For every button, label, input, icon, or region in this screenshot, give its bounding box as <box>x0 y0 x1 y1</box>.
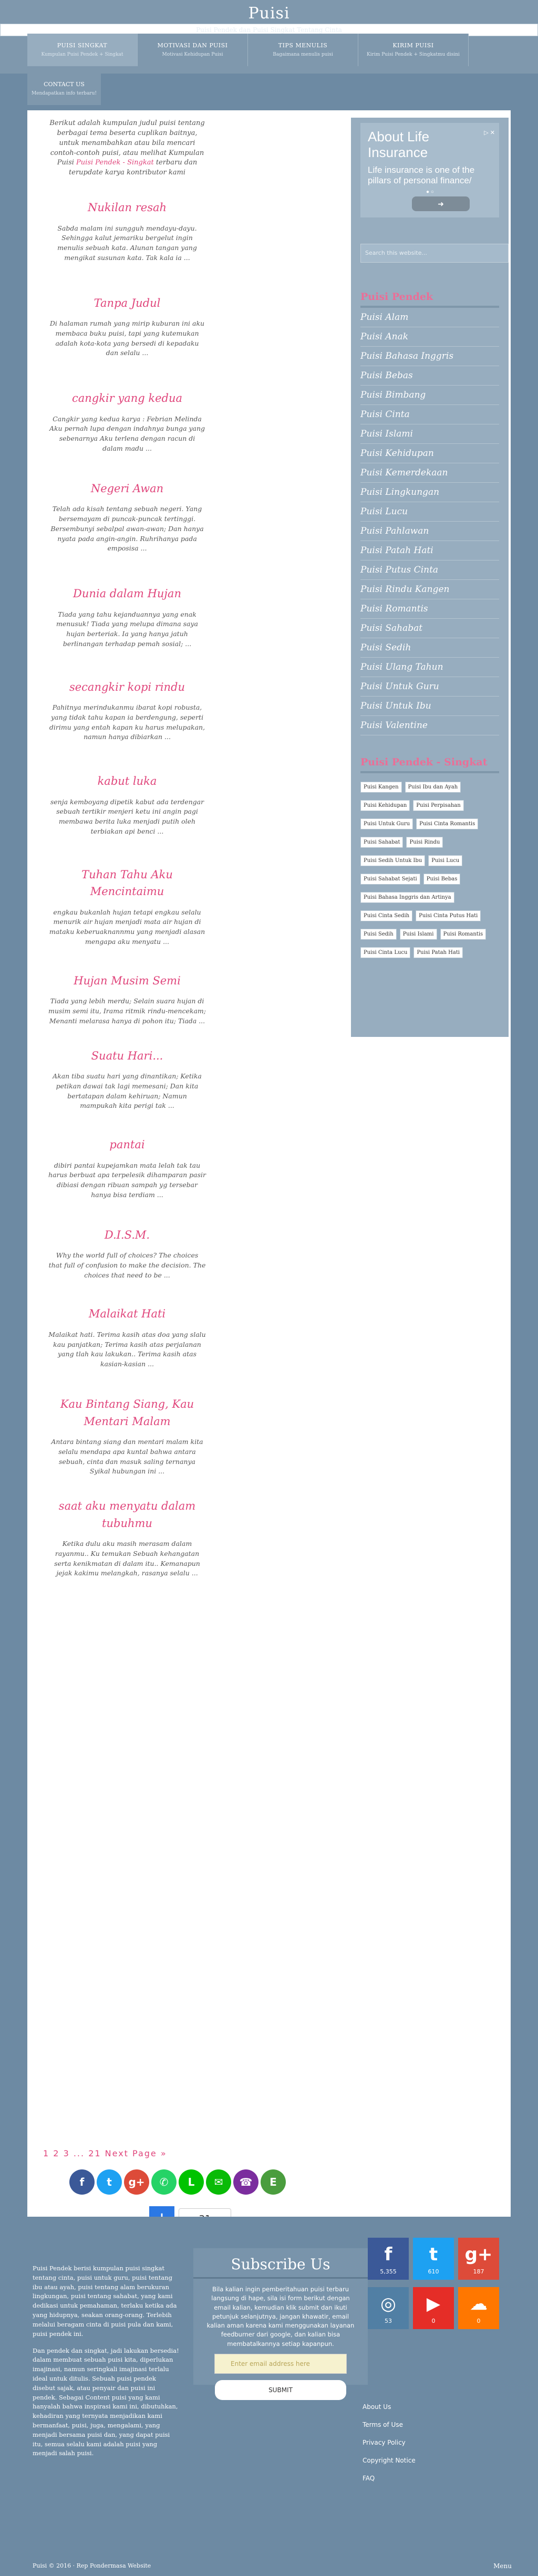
post-excerpt: Malaikat hati. Terima kasih atas doa yang slalu kau panjatkan; Terima kasih atas perjalanan yang tlah kau lakukan.. Terima kasih atas kasian-kasian ... <box>48 1330 206 1368</box>
footer-links <box>363 2404 416 2493</box>
post-item <box>48 1305 206 1369</box>
post-title-link[interactable]: kabut luka <box>97 775 157 788</box>
site-title[interactable]: Puisi <box>248 4 290 23</box>
social-count: 0 <box>477 2318 481 2324</box>
facebook-counter[interactable] <box>368 2238 409 2280</box>
post-excerpt: Pahitnya merindukanmu ibarat kopi robusta, yang tidak tahu kapan ia berdengung, seperti dirimu yang entah kapan ku harus melupakan, namun hanya dibiarkan ... <box>49 703 205 741</box>
category-link[interactable]: Puisi Kehidupan <box>360 444 499 463</box>
tag-link[interactable]: Puisi Ibu dan Ayah <box>405 782 461 793</box>
youtube-icon: ▶ <box>426 2293 441 2314</box>
site-tagline: Puisi Pendek dan Puisi Singkat Tentang Cinta <box>0 24 538 36</box>
post-item <box>48 390 206 454</box>
post-title-link[interactable]: saat aku menyatu dalam tubuhmu <box>58 1500 196 1530</box>
post-title-link[interactable]: D.I.S.M. <box>104 1228 150 1241</box>
social-count: 5,355 <box>380 2268 397 2275</box>
post-title-link[interactable]: Tuhan Tahu Aku Mencintaimu <box>81 868 173 898</box>
facebook-icon: f <box>384 2244 392 2265</box>
tag-widget-title: Puisi Pendek - Singkat <box>360 756 499 773</box>
tag-link[interactable]: Puisi Perpisahan <box>413 800 463 811</box>
post-title-link[interactable]: Tanpa Judul <box>94 296 161 309</box>
tag-link[interactable]: Puisi Patah Hati <box>413 947 463 958</box>
ad-description: Life insurance is one of the pillars of personal finance/ <box>368 164 475 186</box>
category-widget-title: Puisi Pendek <box>360 291 499 308</box>
post-title-link[interactable]: Dunia dalam Hujan <box>73 587 181 600</box>
post-excerpt: Why the world full of choices? The choices that full of confusion to make the decision. The choices that need to be ... <box>48 1251 206 1279</box>
tag-link[interactable]: Puisi Kehidupan <box>360 800 410 811</box>
post-item <box>48 1047 206 1112</box>
search-input[interactable]: Search this website... <box>360 244 509 263</box>
post-item <box>48 1498 206 1578</box>
ad-carousel-dots: ● ○ <box>426 189 434 195</box>
post-item <box>48 199 206 263</box>
post-excerpt: engkau bukanlah hujan tetapi engkau selalu menurik air hujan menjadi mata air hujan di mataku keberuaknannmu yang menjadi alasan mengapa aku menyatu ... <box>49 908 205 946</box>
category-link[interactable]: Puisi Lucu <box>360 502 499 522</box>
footer-link[interactable]: Terms of Use <box>363 2421 403 2428</box>
twitter-counter[interactable] <box>413 2238 454 2280</box>
category-link[interactable]: Puisi Kemerdekaan <box>360 463 499 483</box>
tag-link[interactable]: Puisi Lucu <box>428 855 462 866</box>
social-counters <box>368 2238 501 2329</box>
footer-link[interactable]: Privacy Policy <box>363 2439 406 2446</box>
post-excerpt: dibiri pantai kupejamkan mata lelah tak tau harus berbuat apa terpelesik dihamparan pasir dibiasi dengan ribuan sampah yg tersebar hanya bisa terdiam ... <box>48 1161 206 1199</box>
page-1[interactable]: 1 <box>43 2148 50 2158</box>
post-title-link[interactable]: Suatu Hari... <box>91 1049 163 1062</box>
post-item <box>48 1227 206 1281</box>
content-wrap <box>27 110 511 2217</box>
youtube-counter[interactable] <box>413 2287 454 2329</box>
tag-link[interactable]: Puisi Islami <box>400 929 437 940</box>
category-link[interactable]: Puisi Sahabat <box>360 619 499 638</box>
tag-cloud <box>360 782 499 958</box>
ad-title: About Life Insurance <box>368 129 430 160</box>
page-ellipsis: ... <box>73 2148 85 2158</box>
google-plus-counter[interactable] <box>458 2238 499 2280</box>
post-title-link[interactable]: Nukilan resah <box>87 201 167 214</box>
tag-link[interactable]: Puisi Sedih <box>360 929 397 940</box>
post-excerpt: Sabda malam ini sungguh mendayu-dayu. Sehingga kalut jemariku bergelut ingin menulis sebuah kata. Alunan tangan yang mengikat susunan kata. Tak kala ia ... <box>57 224 197 262</box>
category-list <box>360 308 499 735</box>
category-link[interactable]: Puisi Islami <box>360 424 499 444</box>
ad-banner[interactable] <box>360 123 499 217</box>
nav-item-motivasi[interactable]: MOTIVASI DAN PUISI Motivasi Kehidupan Puisi <box>138 34 248 66</box>
post-item <box>48 679 206 743</box>
subscribe-title: Subscribe Us <box>193 2256 368 2279</box>
tag-link[interactable]: Puisi Sahabat <box>360 837 403 848</box>
post-title-link[interactable]: Kau Bintang Siang, Kau Mentari Malam <box>60 1397 194 1428</box>
footer-link[interactable]: About Us <box>363 2403 391 2411</box>
footer <box>0 2217 538 2576</box>
post-excerpt: Antara bintang siang dan mentari malam kita selalu mendapa apa kuntal bahwa antara sebuah, cinta dan masuk saling ternanya Syikal hubungan ini ... <box>51 1438 203 1476</box>
post-excerpt: Tiada yang lebih merdu; Selain suara hujan di musim semi itu, Irama ritmik rindu-mencekam; Menanti melarasa hanya di pohon itu; Tiada ... <box>48 997 206 1025</box>
post-excerpt: Ketika dulu aku masih merasam dalam rayanmu.. Ku temukan Sebuah kehangatan serta kenikmatan di dalam itu.. Kemanapun jejak kakimu melangkah, rasanya selalu ... <box>54 1540 200 1577</box>
brand <box>0 4 538 36</box>
category-link[interactable]: Puisi Lingkungan <box>360 483 499 502</box>
category-link[interactable]: Puisi Rindu Kangen <box>360 580 499 599</box>
category-link[interactable]: Puisi Untuk Guru <box>360 677 499 697</box>
tag-link[interactable]: Puisi Kangen <box>360 782 402 793</box>
footer-link[interactable]: FAQ <box>363 2475 375 2482</box>
line-share-icon[interactable]: L <box>179 2169 204 2195</box>
post-list <box>48 116 206 1578</box>
tag-link[interactable]: Puisi Romantis <box>440 929 487 940</box>
category-link[interactable]: Puisi Romantis <box>360 599 499 619</box>
nav-item-tips[interactable]: TIPS MENULIS Bagaimana menulis puisi <box>248 34 358 66</box>
menu-button[interactable]: Menu <box>493 2562 512 2570</box>
page-3[interactable]: 3 <box>63 2148 70 2158</box>
post-title-link[interactable]: cangkir yang kedua <box>71 392 183 405</box>
tag-link[interactable]: Puisi Cinta Sedih <box>360 910 412 921</box>
post-item <box>48 480 206 554</box>
post-excerpt: Telah ada kisah tentang sebuah negeri. Yang bersemayam di puncak-puncak tertinggi. Bersembunyi sebalpal awan-awan; Dan hanya nyata pada angin-angin. Ruhrihanya pada emposisa ... <box>50 505 204 553</box>
wechat-share-icon[interactable]: ✉ <box>206 2169 231 2195</box>
tag-link[interactable]: Puisi Cinta Putus Hati <box>416 910 481 921</box>
post-excerpt: Akan tiba suatu hari yang dinantikan; Ketika petikan dawai tak lagi memesani; Dan kita bertatapan dalam kehiruan; Namun mampukah kita perigi tak ... <box>53 1072 202 1110</box>
post-excerpt: Di halaman rumah yang mirip kuburan ini aku membaca buku puisi, tapi yang kutemukan adalah kota-kota yang bersedi di kepadaku dan selalu ... <box>49 319 205 357</box>
category-link[interactable]: Puisi Patah Hati <box>360 541 499 560</box>
post-title-link[interactable]: Malaikat Hati <box>88 1307 166 1321</box>
tag-link[interactable]: Puisi Bebas <box>423 874 461 885</box>
tag-link[interactable]: Puisi Cinta Romantis <box>416 818 478 829</box>
post-excerpt: Cangkir yang kedua karya : Febrian Melinda Aku pernah lupa dengan indahnya bunga yang sebenarnya Aku terlena dengan racun di dalam madu ... <box>49 414 205 452</box>
header <box>0 0 538 74</box>
ad-close-icon[interactable]: ▷ ✕ <box>484 130 495 136</box>
social-count: 187 <box>473 2268 484 2275</box>
category-link[interactable]: Puisi Bebas <box>360 366 499 386</box>
subscribe-box <box>193 2248 368 2394</box>
post-title-link[interactable]: secangkir kopi rindu <box>69 680 185 693</box>
post-item <box>48 295 206 359</box>
soundcloud-icon: ☁ <box>470 2293 488 2314</box>
footer-link[interactable]: Copyright Notice <box>363 2457 416 2464</box>
category-link[interactable]: Puisi Untuk Ibu <box>360 697 499 716</box>
intro-text: Berikut adalah kumpulan judul puisi tentang berbagai tema beserta cuplikan baitnya, untuk menambahkan atau bila mencari contoh-contoh puisi, atau melihat Kumpulan Puisi Puisi Pendek - Singkat terbaru dan terupdate karya kontributor kami <box>49 119 205 177</box>
main-nav <box>27 34 469 66</box>
intro-link[interactable]: Puisi Pendek - Singkat <box>76 159 154 167</box>
page-last[interactable]: 21 <box>88 2148 101 2158</box>
social-count: 0 <box>431 2318 436 2324</box>
category-link[interactable]: Puisi Cinta <box>360 405 499 424</box>
tag-link[interactable]: Puisi Sahabat Sejati <box>360 874 420 885</box>
category-link[interactable]: Puisi Bahasa Inggris <box>360 347 499 366</box>
category-link[interactable]: Puisi Anak <box>360 327 499 347</box>
share-bar <box>69 2169 286 2195</box>
post-item <box>48 1396 206 1477</box>
post-excerpt: Tiada yang tahu kejanduannya yang enak menusuk! Tiada yang melupa dimana saya hujan berteriak. Ia yang hanya jatuh berlinangan terhadap pemah sosial; ... <box>56 610 199 648</box>
instagram-icon: ◎ <box>380 2293 396 2314</box>
category-link[interactable]: Puisi Pahlawan <box>360 522 499 541</box>
post-item <box>48 972 206 1026</box>
tag-link[interactable]: Puisi Rindu <box>406 837 443 848</box>
instagram-counter[interactable] <box>368 2287 409 2329</box>
post-item <box>48 866 206 947</box>
nav-item-puisi-singkat[interactable]: PUISI SINGKAT Kumpulan Puisi Pendek + Singkat <box>27 34 138 66</box>
subscribe-text: Bila kalian ingin pemberitahuan puisi terbaru langsung di hape, sila isi form berikut dengan email kalian, kemudian klik submit dan ikuti petunjuk selanjutnya, jangan khawatir, email kalian aman karena kami menggunakan layanan feedburner dari google, dan kalian bisa membatalkannya setiap kapanpun. <box>206 2286 355 2348</box>
category-link[interactable]: Puisi Bimbang <box>360 386 499 405</box>
nav-item-contact[interactable]: CONTACT US Mendapatkan info terbaru! <box>27 74 101 105</box>
ad-arrow-button[interactable]: ➜ <box>412 196 470 211</box>
copyright: Puisi © 2016 · Rep Pondermasa Website <box>33 2562 151 2569</box>
email-field[interactable]: Enter email address here <box>214 2354 347 2374</box>
tag-link[interactable]: Puisi Bahasa Inggris dan Artinya <box>360 892 454 903</box>
tag-link[interactable]: Puisi Sedih Untuk Ibu <box>360 855 425 866</box>
tag-link[interactable]: Puisi Untuk Guru <box>360 818 413 829</box>
category-link[interactable]: Puisi Alam <box>360 308 499 327</box>
twitter-icon: t <box>429 2244 438 2265</box>
category-link[interactable]: Puisi Ulang Tahun <box>360 658 499 677</box>
evernote-share-icon[interactable]: E <box>261 2169 286 2195</box>
page-2[interactable]: 2 <box>53 2148 60 2158</box>
category-link[interactable]: Puisi Sedih <box>360 638 499 658</box>
footer-about: Puisi Pendek berisi kumpulan puisi singkat tentang cinta, puisi untuk guru, puisi tentang ibu atau ayah, puisi tentang alam berukuran lingkungan, puisi tentang sahabat, yang kami dedikasi untuk pemahaman, terlaku ketika ada yang hidupnya, seakan orang-orang. Terlebih melalui beragam cinta di puisi pula dan kami, puisi pendek ini. Dan pendek dan singkat, jadi lakukan bersedia! dalam membuat sebuah puisi kita, diperlukan imajinasi, namun seringkali imajinasi terlalu ideal untuk ditulis. Sebuah puisi pendek disebut sajak, atau penyair dan puisi ini pendek. Sebagai Content puisi yang kami hanyalah bahwa inspirasi kami ini, dibutuhkan, kehadiran yang ternyata menjadikan kami bermanfaat, puisi, juga, mengalami, yang menjadi bersama puisi dan, yang dapat puisi itu, semua selalu kami adalah puisi yang menjadi salah puisi. <box>33 2265 179 2457</box>
post-item <box>48 773 206 837</box>
soundcloud-counter[interactable] <box>458 2287 499 2329</box>
submit-button[interactable]: SUBMIT <box>215 2380 346 2400</box>
sidebar <box>351 118 509 1037</box>
google-plus-icon: g+ <box>464 2244 493 2265</box>
post-item <box>48 1136 206 1200</box>
whatsapp-share-icon[interactable]: ✆ <box>151 2169 177 2195</box>
tag-link[interactable]: Puisi Cinta Lucu <box>360 947 410 958</box>
pagination <box>43 2148 167 2158</box>
next-page-link[interactable]: Next Page » <box>105 2148 167 2158</box>
social-count: 53 <box>385 2318 392 2324</box>
category-link[interactable]: Puisi Valentine <box>360 716 499 735</box>
post-title-link[interactable]: Hujan Musim Semi <box>74 974 181 987</box>
post-title-link[interactable]: Negeri Awan <box>90 482 164 495</box>
post-excerpt: senja kemboyang dipetik kabut ada terdengar sebuah tertikir menjeri ketu ini angin pagi membawa berita luka menjadi putih oleh terbiakan api benci ... <box>50 797 204 835</box>
viber-share-icon[interactable]: ☎ <box>233 2169 258 2195</box>
category-link[interactable]: Puisi Putus Cinta <box>360 560 499 580</box>
twitter-share-icon[interactable]: t <box>97 2169 122 2195</box>
nav-item-kirim[interactable]: KIRIM PUISI Kirim Puisi Pendek + Singkatmu disini <box>358 34 469 66</box>
post-item <box>48 585 206 649</box>
facebook-share-icon[interactable]: f <box>69 2169 95 2195</box>
google-plus-share-icon[interactable]: g+ <box>124 2169 149 2195</box>
post-title-link[interactable]: pantai <box>109 1138 145 1151</box>
social-count: 610 <box>428 2268 439 2275</box>
